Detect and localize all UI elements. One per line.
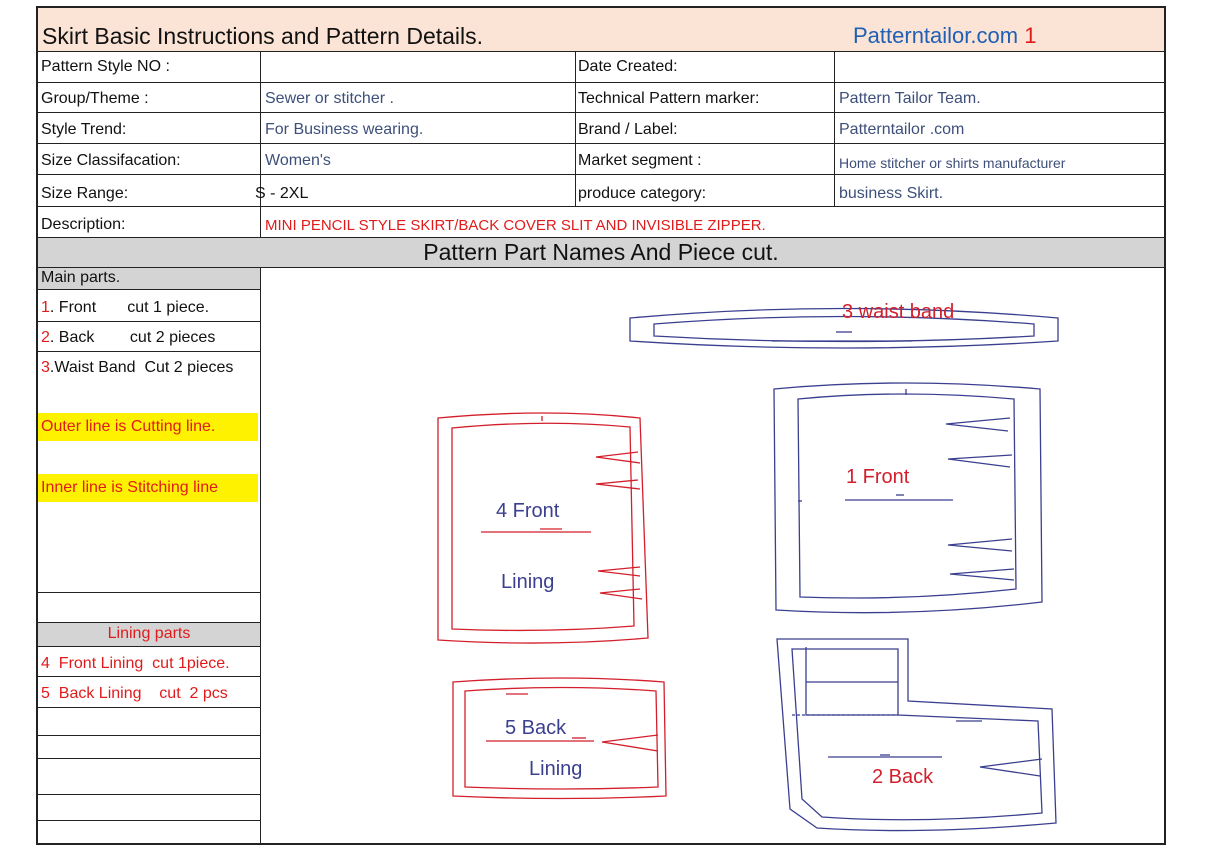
size-range-label: Size Range: xyxy=(41,185,129,202)
front-lining-piece xyxy=(438,413,648,643)
pattern-marker-label: Technical Pattern marker: xyxy=(578,90,760,107)
site-link[interactable]: Patterntailor.com xyxy=(853,23,1019,48)
description-value: MINI PENCIL STYLE SKIRT/BACK COVER SLIT AND INVISIBLE ZIPPER. xyxy=(265,217,766,234)
front-piece xyxy=(774,383,1042,613)
date-created-label: Date Created: xyxy=(578,58,678,75)
main-part-front xyxy=(41,298,209,318)
lining-part-back: 5 Back Lining cut 2 pcs xyxy=(41,685,228,702)
main-part-front-text: . Front cut 1 piece. xyxy=(49,299,210,316)
lining-part-front: 4 Front Lining cut 1piece. xyxy=(41,655,230,672)
waist-band-label: 3 waist band xyxy=(842,301,955,323)
back-piece xyxy=(777,639,1056,831)
main-part-back xyxy=(41,328,215,348)
main-part-waist-band xyxy=(41,358,233,378)
main-part-back-num: 2 xyxy=(41,329,50,346)
front-lining-label-2: Lining xyxy=(501,571,555,593)
brand-value: Patterntailor .com xyxy=(839,121,965,138)
description-label: Description: xyxy=(41,216,126,233)
section-title: Pattern Part Names And Piece cut. xyxy=(423,239,779,265)
page-number: 1 xyxy=(1024,23,1037,48)
produce-category-value: business Skirt. xyxy=(839,185,944,202)
main-part-waist-num: 3 xyxy=(41,359,50,376)
size-class-value: Women's xyxy=(265,152,331,169)
market-segment-label: Market segment : xyxy=(578,152,702,169)
site-name xyxy=(853,22,1036,50)
front-label: 1 Front xyxy=(846,466,910,488)
back-label: 2 Back xyxy=(872,766,934,788)
main-part-waist-text: .Waist Band Cut 2 pieces xyxy=(49,359,234,376)
pattern-marker-value: Pattern Tailor Team. xyxy=(839,90,981,107)
market-segment-value: Home stitcher or shirts manufacturer xyxy=(839,155,1066,171)
note-outer-line: Outer line is Cutting line. xyxy=(38,413,258,441)
pattern-style-label: Pattern Style NO : xyxy=(41,58,170,75)
page-title: Skirt Basic Instructions and Pattern Details. xyxy=(42,23,484,49)
produce-category-label: produce category: xyxy=(578,185,707,202)
back-lining-label-2: Lining xyxy=(529,758,583,780)
size-range-value: S - 2XL xyxy=(255,185,309,202)
pattern-drawing xyxy=(262,269,1162,843)
main-part-front-num: 1 xyxy=(41,299,50,316)
size-class-label: Size Classifacation: xyxy=(41,152,181,169)
front-lining-label-1: 4 Front xyxy=(496,500,560,522)
style-trend-label: Style Trend: xyxy=(41,121,127,138)
group-theme-value: Sewer or stitcher . xyxy=(265,90,394,107)
main-part-back-text: . Back cut 2 pieces xyxy=(49,329,216,346)
pattern-sheet xyxy=(36,6,1166,845)
main-parts-heading: Main parts. xyxy=(41,269,121,286)
group-theme-label: Group/Theme : xyxy=(41,90,149,107)
back-lining-label-1: 5 Back xyxy=(505,717,567,739)
lining-parts-heading: Lining parts xyxy=(107,625,191,642)
brand-label: Brand / Label: xyxy=(578,121,678,138)
style-trend-value: For Business wearing. xyxy=(265,121,424,138)
note-inner-line: Inner line is Stitching line xyxy=(38,474,258,502)
